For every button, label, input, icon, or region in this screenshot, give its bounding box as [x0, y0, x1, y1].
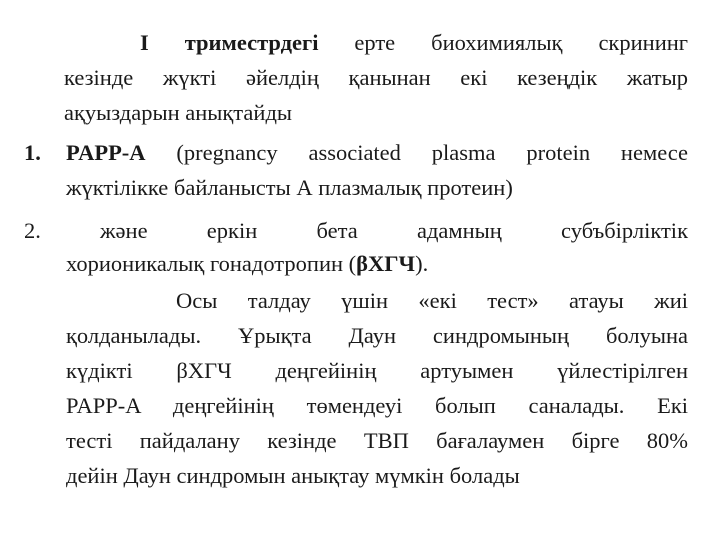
bhcg-bold: βХГЧ	[356, 251, 416, 276]
para-line-5: тесті пайдалану кезінде ТВП бағалаумен бірге 80%	[66, 428, 688, 453]
intro-line-2: кезінде жүкті әйелдің қанынан екі кезеңдік жатыр	[64, 65, 688, 90]
intro-line-1-text: ерте биохимиялық скрининг	[318, 30, 688, 55]
intro-line-3: ақуыздарын анықтайды	[64, 100, 293, 125]
list-marker-1: 1.	[24, 140, 41, 165]
list-item-2-line-2: хорионикалық гонадотропин (βХГЧ).	[66, 251, 429, 276]
para-line-3: күдікті βХГЧ деңгейінің артуымен үйлестірілген	[66, 358, 688, 383]
list-item-1-line-1	[66, 140, 688, 166]
list-item-2-line-1: және еркін бета адамның субъбірліктік	[100, 218, 688, 243]
list-item-1-text: (pregnancy associated plasma protein немесе	[145, 140, 688, 165]
list-item-1-line-2: жүктілікке байланысты А плазмалық протеин)	[66, 175, 513, 200]
intro-bold-lead: I триместрдегі	[140, 30, 319, 55]
para-line-2: қолданылады. Ұрықта Даун синдромының болуына	[66, 323, 688, 348]
para-line-4: PAPP-A деңгейінің төмендеуі болып саналады. Екі	[66, 393, 688, 418]
intro-line-1	[140, 30, 688, 56]
list-item-1-bold: PAPP-A	[66, 140, 146, 165]
list-marker-2: 2.	[24, 218, 41, 243]
para-line-6: дейін Даун синдромын анықтау мүмкін болады	[66, 463, 520, 488]
para-line-1: Осы талдау үшін «екі тест» атауы жиі	[176, 288, 688, 313]
